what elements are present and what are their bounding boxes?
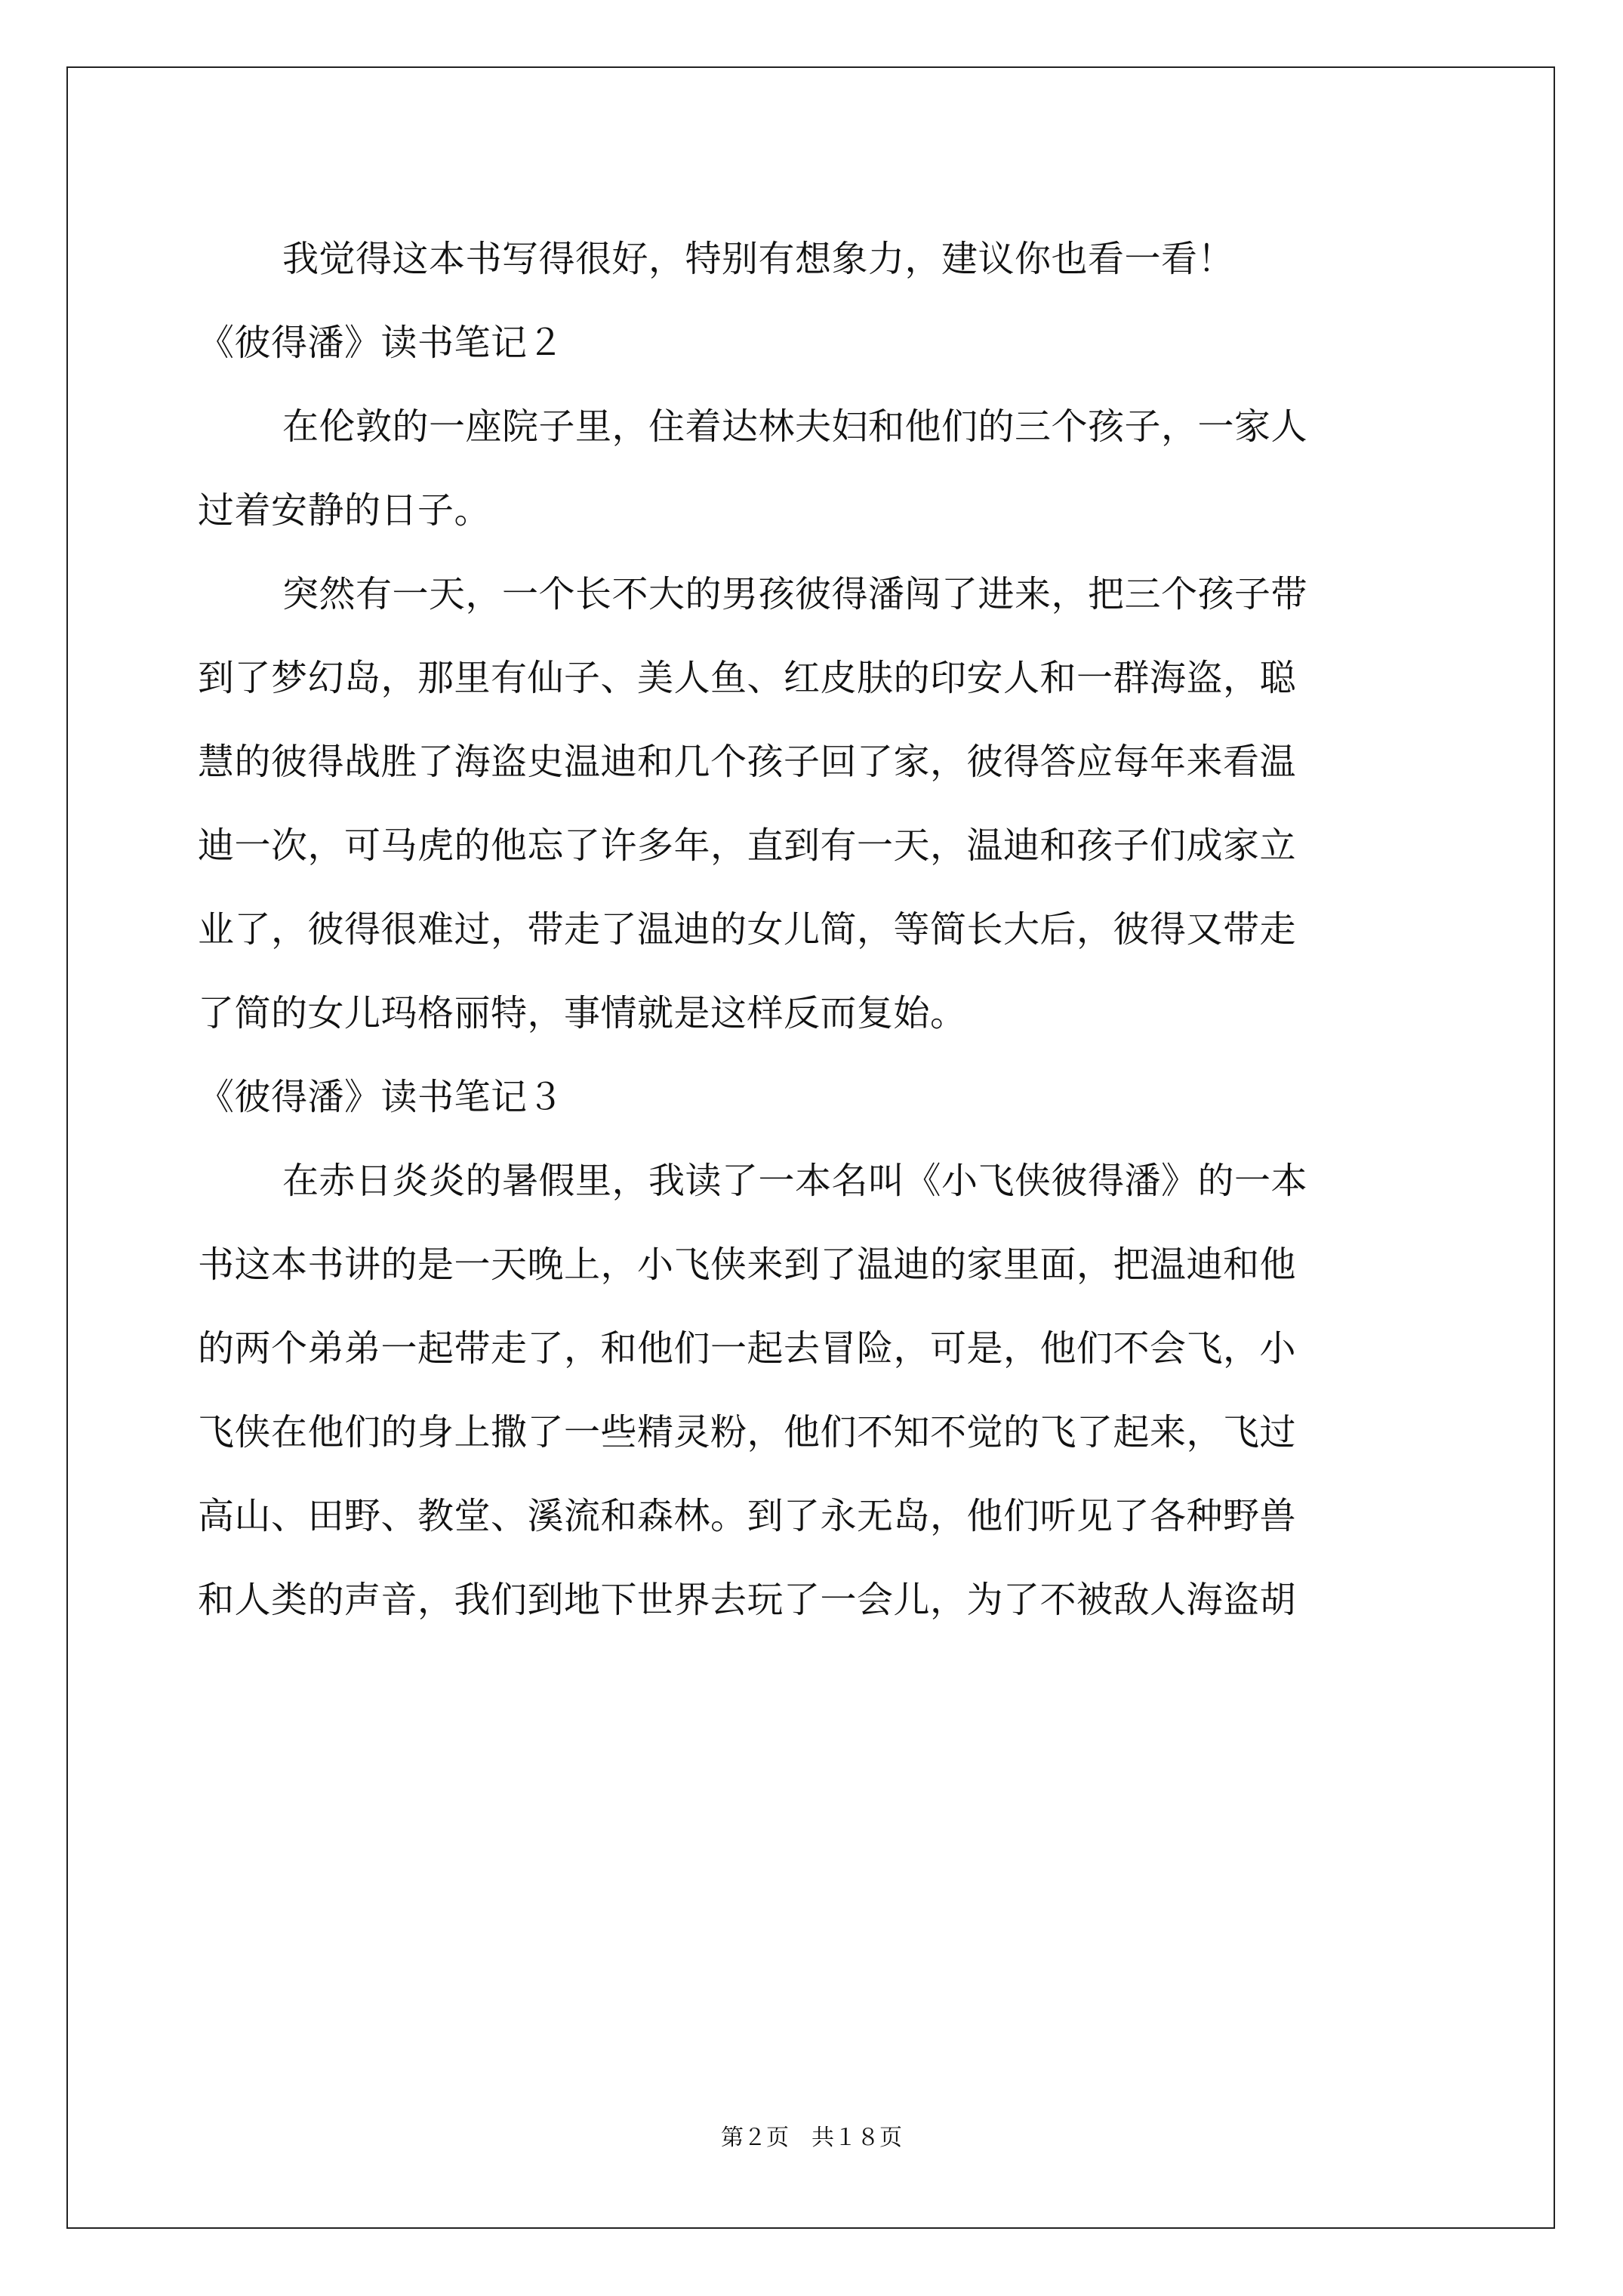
paragraph-line: 我觉得这本书写得很好，特别有想象力，建议你也看一看！ [282,238,1235,280]
paragraph-line: 飞侠在他们的身上撒了一些精灵粉，他们不知不觉的飞了起来，飞过 [198,1411,1297,1453]
page-number-footer: 第２页 共１８页 [721,2125,902,2151]
paragraph-line: 迪一次，可马虎的他忘了许多年，直到有一天，温迪和孩子们成家立 [198,824,1297,867]
page-border [66,66,1555,2229]
section-heading: 《彼得潘》读书笔记３ [198,1076,565,1118]
paragraph-line: 在赤日炎炎的暑假里，我读了一本名叫《小飞侠彼得潘》的一本 [282,1160,1308,1202]
paragraph-line: 了简的女儿玛格丽特，事情就是这样反而复始。 [198,992,967,1034]
paragraph-line: 业了，彼得很难过，带走了温迪的女儿简，等简长大后，彼得又带走 [198,908,1297,951]
paragraph-line: 到了梦幻岛，那里有仙子、美人鱼、红皮肤的印安人和一群海盗，聪 [198,657,1297,699]
paragraph-line: 过着安静的日子。 [198,489,491,532]
paragraph-line: 的两个弟弟一起带走了，和他们一起去冒险，可是，他们不会飞，小 [198,1327,1297,1370]
paragraph-line: 在伦敦的一座院子里，住着达林夫妇和他们的三个孩子，一家人 [282,405,1308,448]
paragraph-line: 突然有一天，一个长不大的男孩彼得潘闯了进来，把三个孩子带 [282,573,1308,615]
paragraph-line: 高山、田野、教堂、溪流和森林。到了永无岛，他们听见了各种野兽 [198,1495,1297,1537]
paragraph-line: 和人类的声音，我们到地下世界去玩了一会儿，为了不被敌人海盗胡 [198,1579,1297,1621]
paragraph-line: 慧的彼得战胜了海盗史温迪和几个孩子回了家，彼得答应每年来看温 [198,741,1297,783]
paragraph-line: 书这本书讲的是一天晚上，小飞侠来到了温迪的家里面，把温迪和他 [198,1244,1297,1286]
section-heading: 《彼得潘》读书笔记２ [198,322,565,364]
